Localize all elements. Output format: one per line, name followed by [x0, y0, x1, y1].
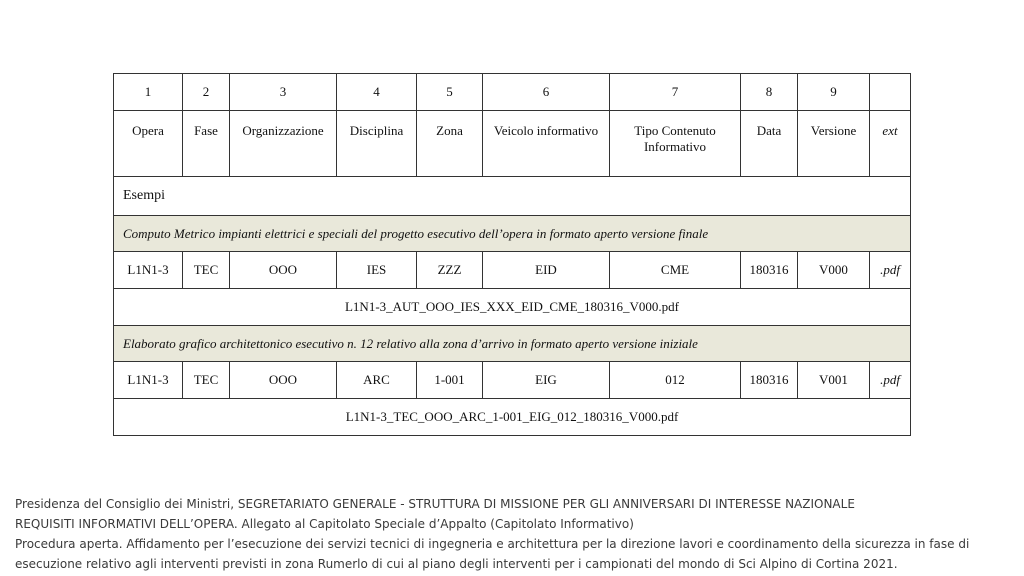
cell-opera: L1N1-3 — [114, 252, 183, 289]
table-row — [114, 362, 911, 399]
col-label-versione: Versione — [798, 111, 870, 177]
col-number: 3 — [230, 74, 337, 111]
cell-disciplina: IES — [337, 252, 417, 289]
example-filename: L1N1-3_TEC_OOO_ARC_1-001_EIG_012_180316_V000.pdf — [114, 399, 911, 436]
cell-ext: .pdf — [870, 362, 911, 399]
cell-zona: ZZZ — [417, 252, 483, 289]
cell-veicolo: EID — [483, 252, 610, 289]
example-filename: L1N1-3_AUT_OOO_IES_XXX_EID_CME_180316_V000.pdf — [114, 289, 911, 326]
col-number — [870, 74, 911, 111]
example-description: Computo Metrico impianti elettrici e speciali del progetto esecutivo dell’opera in formato aperto versione finale — [114, 216, 911, 252]
header-number-row — [114, 74, 911, 111]
col-number: 6 — [483, 74, 610, 111]
cell-tipo-contenuto: CME — [610, 252, 741, 289]
cell-disciplina: ARC — [337, 362, 417, 399]
col-label-veicolo: Veicolo informativo — [483, 111, 610, 177]
table-row — [114, 252, 911, 289]
cell-tipo-contenuto: 012 — [610, 362, 741, 399]
cell-data: 180316 — [741, 252, 798, 289]
example-description-row — [114, 216, 911, 252]
col-label-data: Data — [741, 111, 798, 177]
filename-row — [114, 289, 911, 326]
page-footer — [15, 494, 1015, 574]
cell-organizzazione: OOO — [230, 252, 337, 289]
col-number: 2 — [183, 74, 230, 111]
col-number: 7 — [610, 74, 741, 111]
col-label-ext: ext — [870, 111, 911, 177]
examples-label: Esempi — [114, 177, 911, 216]
col-label-zona: Zona — [417, 111, 483, 177]
col-label-disciplina: Disciplina — [337, 111, 417, 177]
cell-ext: .pdf — [870, 252, 911, 289]
naming-convention-table — [113, 73, 911, 436]
cell-fase: TEC — [183, 252, 230, 289]
cell-versione: V001 — [798, 362, 870, 399]
cell-opera: L1N1-3 — [114, 362, 183, 399]
cell-zona: 1-001 — [417, 362, 483, 399]
header-label-row — [114, 111, 911, 177]
footer-line-institution: Presidenza del Consiglio dei Ministri, SEGRETARIATO GENERALE - STRUTTURA DI MISSIONE PER GLI ANNIVERSARI DI INTERESSE NAZIONALE — [15, 497, 855, 511]
col-label-organizzazione: Organizzazione — [230, 111, 337, 177]
examples-row — [114, 177, 911, 216]
example-description: Elaborato grafico architettonico esecutivo n. 12 relativo alla zona d’arrivo in formato aperto versione iniziale — [114, 326, 911, 362]
col-number: 8 — [741, 74, 798, 111]
cell-veicolo: EIG — [483, 362, 610, 399]
col-number: 9 — [798, 74, 870, 111]
cell-organizzazione: OOO — [230, 362, 337, 399]
cell-fase: TEC — [183, 362, 230, 399]
col-label-tipo-contenuto: Tipo Contenuto Informativo — [610, 111, 741, 177]
filename-row — [114, 399, 911, 436]
col-number: 4 — [337, 74, 417, 111]
cell-versione: V000 — [798, 252, 870, 289]
col-number: 1 — [114, 74, 183, 111]
cell-data: 180316 — [741, 362, 798, 399]
footer-line-procedure: Procedura aperta. Affidamento per l’esecuzione dei servizi tecnici di ingegneria e architettura per la direzione lavori e coordinamento della sicurezza in fase di esecuzione relativo agli interventi previsti in zona Rumerlo di cui al piano degli interventi per i campionati del mondo di Sci Alpino di Cortina 2021. — [15, 537, 970, 571]
footer-line-document: REQUISITI INFORMATIVI DELL’OPERA. Allegato al Capitolato Speciale d’Appalto (Capitolato Informativo) — [15, 517, 634, 531]
col-number: 5 — [417, 74, 483, 111]
col-label-opera: Opera — [114, 111, 183, 177]
col-label-fase: Fase — [183, 111, 230, 177]
example-description-row — [114, 326, 911, 362]
